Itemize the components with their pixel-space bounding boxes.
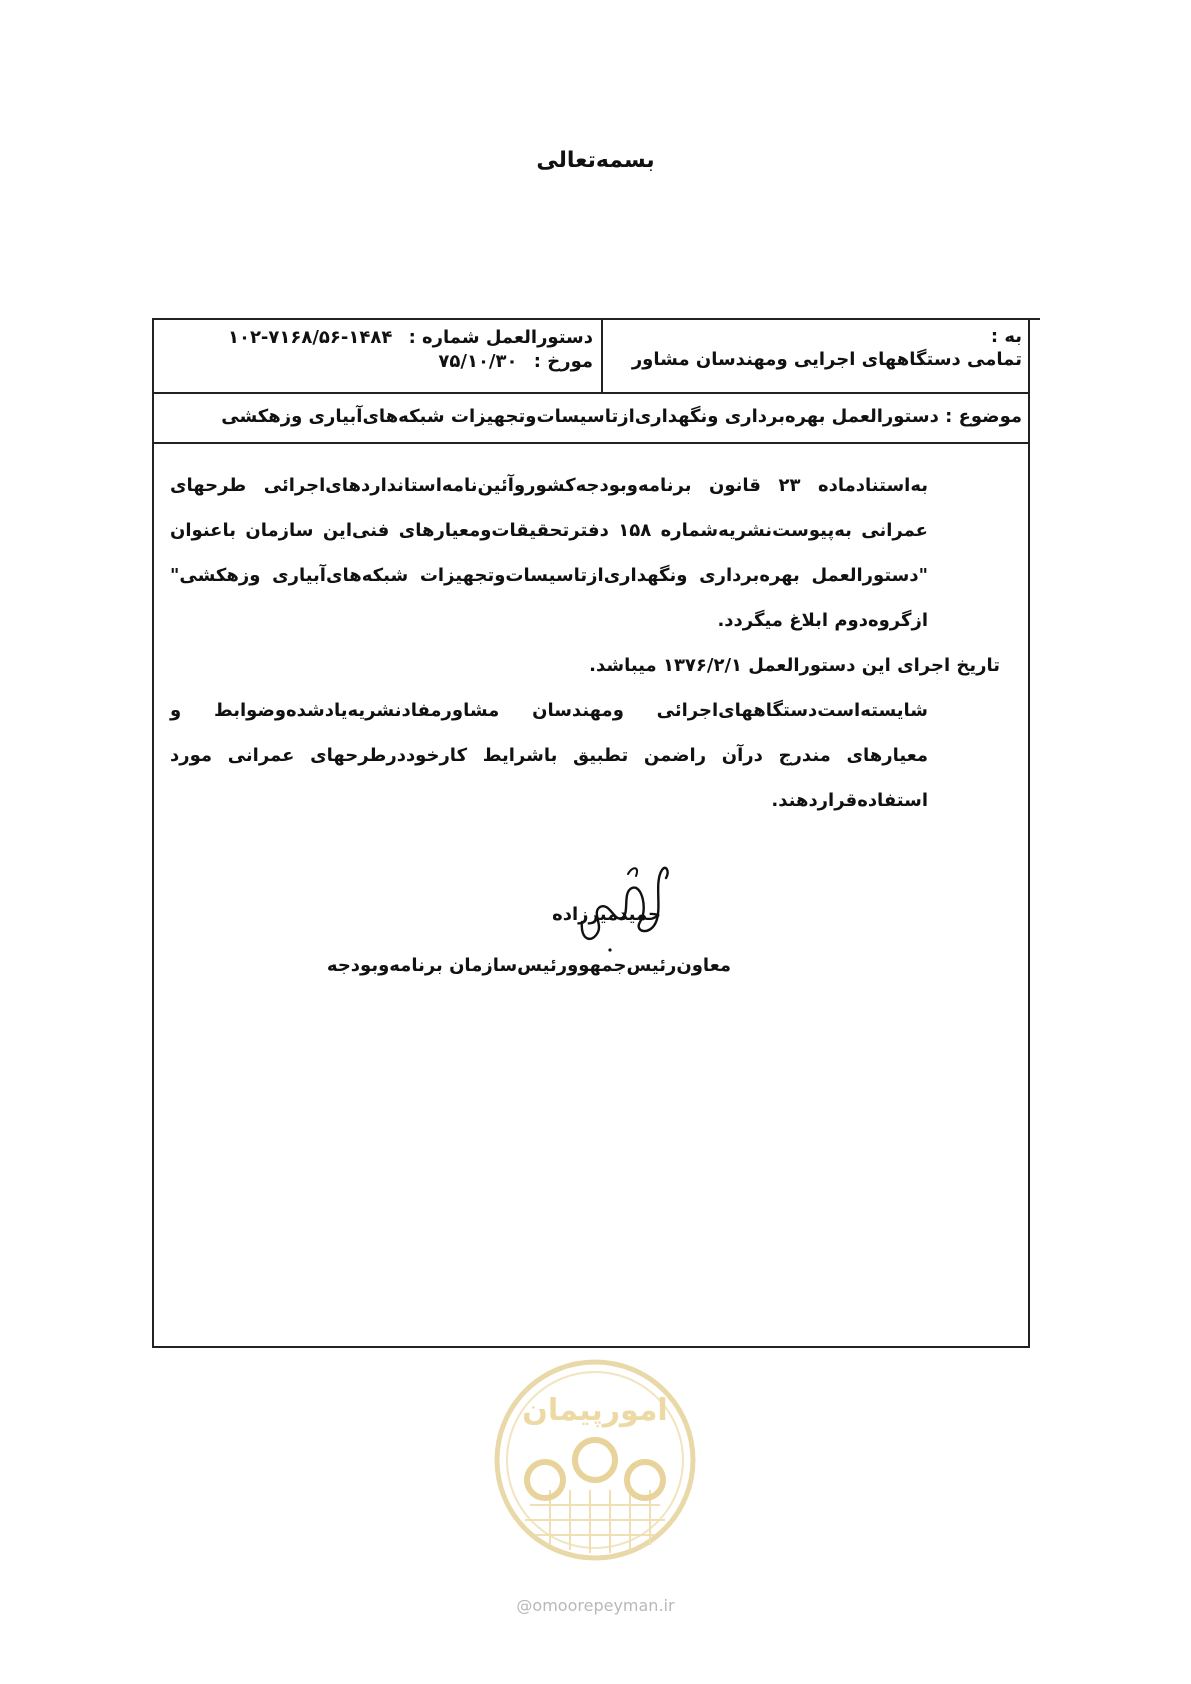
body-paragraph-3: شایسته‌است‌دستگاههای‌اجرائی ومهندسان مشاورمفادنشریه‌یادشده‌وضوابط و معیارهای مندرج درآن راضمن تطبیق باشرایط کارخوددرطرحهای عمرانی مورد استفاده‌قراردهند.: [170, 700, 928, 811]
signer-title: معاون‌رئیس‌جمهوورئیس‌سازمان برنامه‌وبودجه: [326, 955, 731, 976]
recipient-cell: [601, 318, 1028, 392]
recipient-label: به :: [990, 326, 1022, 347]
reference-number-label: دستورالعمل شماره :: [408, 327, 593, 348]
watermark-handle: @omoorepeyman.ir: [516, 1596, 675, 1615]
reference-number-line: [154, 326, 593, 350]
body-paragraph-2: تاریخ اجرای این دستورالعمل ۱۳۷۶/۲/۱ میباشد.: [589, 655, 1000, 676]
header-row: [154, 318, 1028, 394]
reference-date-value: ۷۵/۱۰/۳۰: [438, 351, 518, 372]
subject-label: موضوع :: [945, 406, 1022, 427]
reference-date-label: مورخ :: [533, 351, 593, 372]
letter-body: [170, 463, 1000, 823]
organization-seal: [490, 1355, 700, 1565]
seal-logo-text: امورپیمان: [522, 1393, 668, 1428]
reference-date-line: [154, 350, 593, 374]
handwritten-signature: [570, 852, 680, 962]
subject-value: دستورالعمل بهره‌برداری ونگهداری‌ازتاسیسات‌وتجهیزات شبکه‌های‌آبیاری وزهکشی: [221, 406, 939, 427]
reference-number-value: ۱۰۲-۷۱۶۸/۵۶-۱۴۸۴: [227, 327, 393, 348]
body-paragraph-1: به‌استنادماده ۲۳ قانون برنامه‌وبودجه‌کشوروآئین‌نامه‌استانداردهای‌اجرائی طرحهای عمرانی به‌پیوست‌نشریه‌شماره ۱۵۸ دفترتحقیقات‌ومعیارهای فنی‌این سازمان باعنوان "دستورالعمل بهره‌برداری ونگهداری‌ازتاسیسات‌وتجهیزات شبکه‌های‌آبیاری وزهکشی" ازگروه‌دوم ابلاغ میگردد.: [170, 475, 928, 631]
recipient-value: تمامی دستگاههای اجرایی ومهندسان مشاور: [631, 349, 1022, 370]
reference-cell: [154, 318, 603, 392]
signer-name: حمیدمیرزاده: [552, 904, 661, 925]
subject-row: [154, 392, 1028, 444]
letter-frame: [152, 318, 1030, 1348]
bismillah-heading: بسمه‌تعالی: [536, 148, 655, 173]
